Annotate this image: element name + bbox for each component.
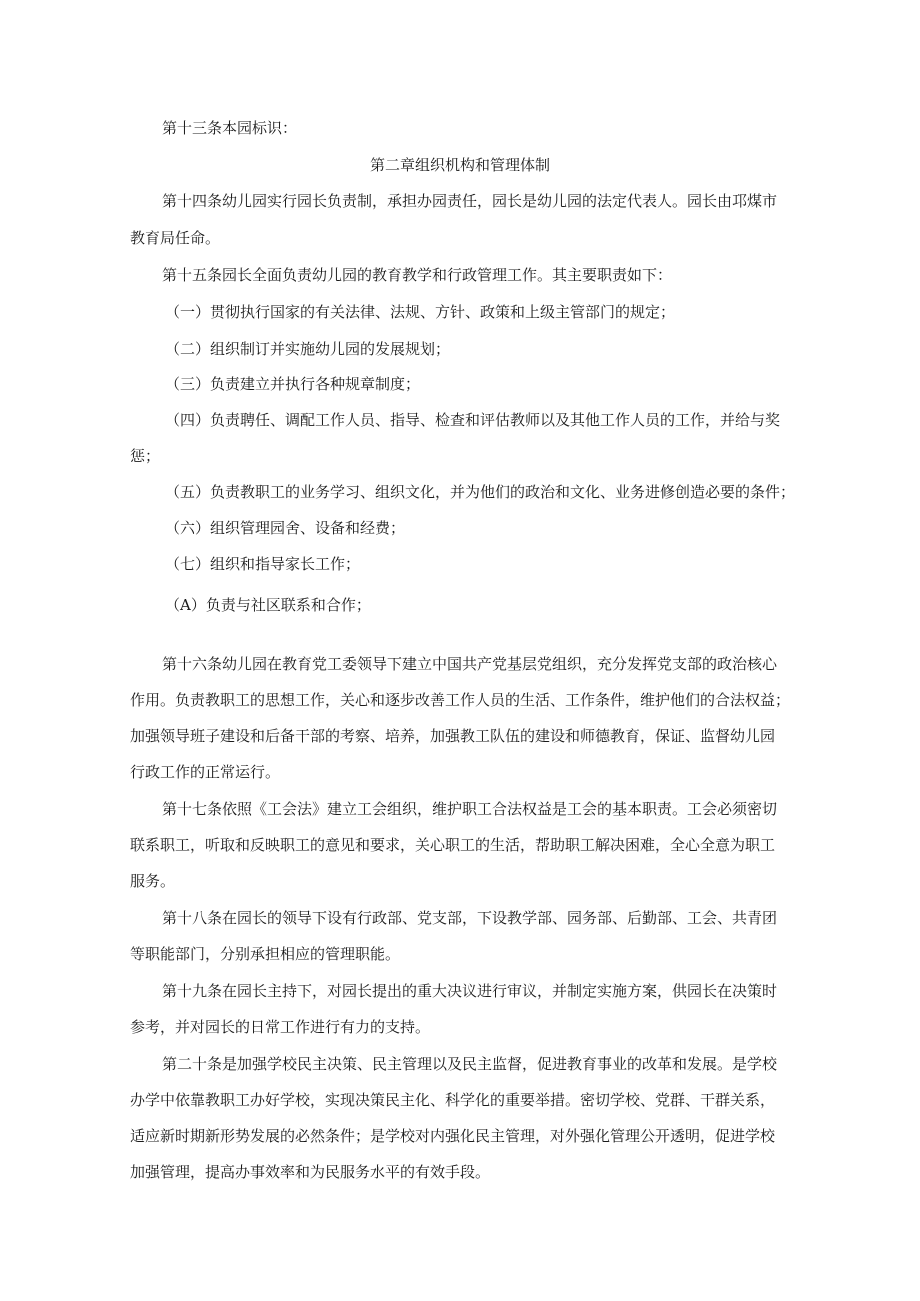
article-13: 第十三条本园标识： xyxy=(162,119,298,137)
duty-8: （A）负责与社区联系和合作； xyxy=(165,596,371,614)
duty-2: （二）组织制订并实施幼儿园的发展规划； xyxy=(165,340,451,358)
article-15: 第十五条园长全面负责幼儿园的教育教学和行政管理工作。其主要职责如下： xyxy=(162,266,673,284)
article-17-line-1: 第十七条依照《工会法》建立工会组织，维护职工合法权益是工会的基本职责。工会必须密切 xyxy=(162,800,778,818)
article-18-line-2: 等职能部门，分别承担相应的管理职能。 xyxy=(130,945,401,963)
article-20-line-2: 办学中依靠教职工办好学校，实现决策民主化、科学化的重要举措。密切学校、党群、干群关系， xyxy=(130,1091,776,1109)
article-16-line-4: 行政工作的正常运行。 xyxy=(130,763,281,781)
article-19-line-1: 第十九条在园长主持下，对园长提出的重大决议进行审议，并制定实施方案，供园长在决策时 xyxy=(162,982,778,1000)
article-17-line-2: 联系职工，听取和反映职工的意见和要求，关心职工的生活，帮助职工解决困难，全心全意为职工 xyxy=(130,836,776,854)
article-17-line-3: 服务。 xyxy=(130,872,176,890)
article-14-line-1: 第十四条幼儿园实行园长负责制，承担办园责任，园长是幼儿园的法定代表人。园长由邛煤市 xyxy=(162,192,778,210)
article-16-line-3: 加强领导班子建设和后备干部的考察、培养，加强教工队伍的建设和师德教育，保证、监督幼儿园 xyxy=(130,727,776,745)
duty-4-line-1: （四）负责聘任、调配工作人员、指导、检查和评估教师以及其他工作人员的工作，并给与奖 xyxy=(165,411,781,429)
duty-1: （一）贯彻执行国家的有关法律、法规、方针、政策和上级主管部门的规定； xyxy=(165,303,676,321)
article-18-line-1: 第十八条在园长的领导下设有行政部、党支部，下设教学部、园务部、后勤部、工会、共青团 xyxy=(162,909,778,927)
duty-3: （三）负责建立并执行各种规章制度； xyxy=(165,375,421,393)
duty-5: （五）负责教职工的业务学习、组织文化，并为他们的政治和文化、业务进修创造必要的条件； xyxy=(165,483,796,501)
chapter-2-title: 第二章组织机构和管理体制 xyxy=(369,156,550,174)
article-20-line-1: 第二十条是加强学校民主决策、民主管理以及民主监督，促进教育事业的改革和发展。是学校 xyxy=(162,1055,778,1073)
article-16-line-1: 第十六条幼儿园在教育党工委领导下建立中国共产党基层党组织，充分发挥党支部的政治核心 xyxy=(162,655,778,673)
article-20-line-3: 适应新时期新形势发展的必然条件；是学校对内强化民主管理，对外强化管理公开透明，促进学校 xyxy=(130,1127,776,1145)
duty-7: （七）组织和指导家长工作； xyxy=(165,555,361,573)
article-19-line-2: 参考，并对园长的日常工作进行有力的支持。 xyxy=(130,1018,431,1036)
duty-4-line-2: 惩； xyxy=(130,447,161,465)
article-16-line-2: 作用。负责教职工的思想工作，关心和逐步改善工作人员的生活、工作条件，维护他们的合法权益； xyxy=(130,691,791,709)
duty-6: （六）组织管理园舍、设备和经费； xyxy=(165,519,406,537)
article-14-line-2: 教育局任命。 xyxy=(130,229,221,247)
article-20-line-4: 加强管理，提高办事效率和为民服务水平的有效手段。 xyxy=(130,1163,491,1181)
